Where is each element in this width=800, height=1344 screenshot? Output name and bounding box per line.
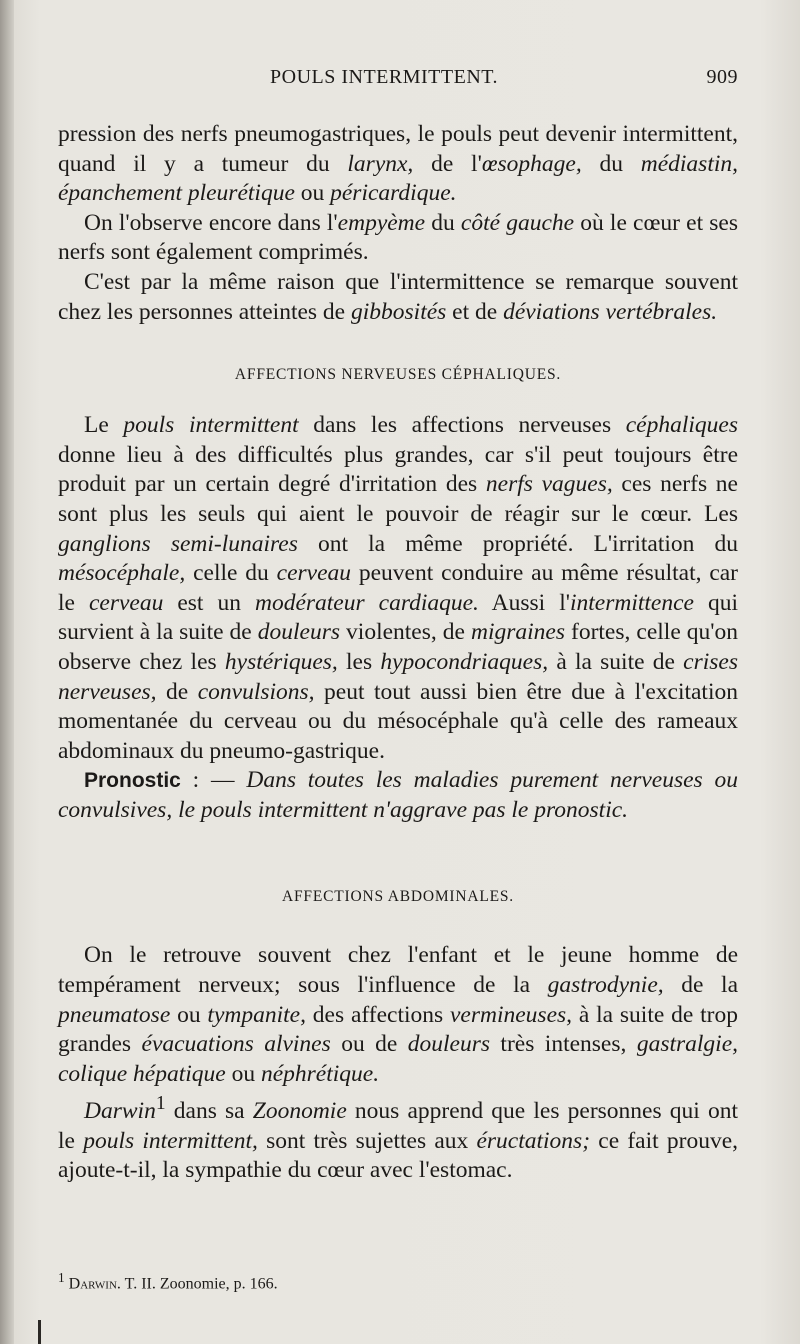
- text-run: nous apprend que les personnes qui ont le: [58, 1098, 738, 1154]
- paragraph-pneumogastric: [58, 120, 738, 209]
- text-run: dans les affections nerveuses: [298, 412, 626, 439]
- italic-term: médiastin, épanchement pleurétique: [58, 150, 739, 207]
- text-run: celle du: [185, 560, 277, 587]
- text-run: Aussi l': [478, 589, 570, 616]
- text-run: de l': [413, 150, 482, 177]
- text-run: très intenses,: [490, 1031, 637, 1058]
- text-run: sont très sujettes aux: [257, 1127, 477, 1154]
- italic-term: douleurs: [407, 1031, 490, 1058]
- italic-term: intermittence: [569, 589, 694, 616]
- italic-term: déviations vertébrales.: [503, 298, 718, 325]
- footnote-mark: 1: [58, 1270, 65, 1285]
- italic-term: hypocondriaques,: [380, 648, 549, 675]
- italic-term: tympanite,: [207, 1001, 306, 1028]
- running-head: [58, 66, 738, 92]
- italic-term: gastrodynie,: [547, 972, 664, 999]
- binding-shadow: [0, 0, 14, 1344]
- text-run: ou: [294, 180, 331, 207]
- paragraph-cephaliques: [58, 411, 738, 766]
- italic-term: pouls intermittent: [123, 412, 299, 439]
- text-run: On l'observe encore dans l': [84, 209, 338, 236]
- text-run: à la suite de trop grandes: [58, 1001, 738, 1058]
- paragraph-pronostic: [58, 766, 738, 825]
- text-run: qui survient à la suite de: [58, 589, 738, 646]
- italic-term: mésocéphale,: [58, 560, 186, 587]
- text-run: On le retrouve souvent chez l'enfant et le jeune homme de tempérament nerveux; sous l'influence de la: [58, 942, 738, 999]
- text-run: peut tout aussi bien être due à l'excitation momentanée du cerveau ou du mésocéphale qu'à celle des rameaux abdominaux du pneumo-gastrique.: [58, 678, 738, 764]
- text-run: ou: [170, 1001, 208, 1028]
- text-run: ou de: [330, 1031, 408, 1058]
- text-run: les: [337, 648, 381, 675]
- italic-term: convulsions,: [197, 678, 315, 705]
- footnote: [58, 1268, 738, 1294]
- text-run: donne lieu à des difficultés plus grandes, car s'il peut toujours être produit par un certain degré d'irritation des: [58, 441, 738, 498]
- text-run: dans sa: [165, 1098, 253, 1125]
- text-run: peuvent conduire au même résultat, car le: [58, 560, 739, 616]
- paragraph-darwin: [58, 1089, 738, 1186]
- text-run: ont la même propriété. L'irritation du: [297, 530, 739, 557]
- paragraph-abdominales: [58, 941, 738, 1089]
- text-run: fortes, celle qu'on observe chez les: [58, 619, 739, 675]
- italic-term: céphaliques: [625, 412, 738, 439]
- section-heading-abdominales: AFFECTIONS ABDOMINALES.: [282, 888, 514, 906]
- text-run: pression des nerfs pneumogastriques, le pouls peut devenir intermittent, quand il y a tumeur du: [58, 121, 738, 177]
- italic-term: gibbosités: [350, 298, 447, 325]
- text-run: où le cœur et ses nerfs sont également comprimés.: [58, 209, 739, 266]
- italic-term: cerveau: [88, 589, 164, 616]
- text-run: ce fait prouve, ajoute-t-il, la sympathie du cœur avec l'estomac.: [58, 1127, 738, 1184]
- pronostic-text: Dans toutes les maladies purement nerveuses ou convulsives, le pouls intermittent n'aggrave pas le pronostic.: [58, 767, 738, 823]
- italic-term: gastralgie, colique hépatique: [58, 1031, 738, 1087]
- italic-term: larynx,: [347, 150, 414, 177]
- italic-term: néphrétique.: [260, 1060, 380, 1087]
- paragraph-empyeme: [58, 209, 738, 268]
- italic-term: pouls intermittent,: [83, 1127, 258, 1154]
- page-number: 909: [706, 66, 738, 88]
- italic-term: douleurs: [257, 619, 341, 646]
- italic-term: vermineuses,: [450, 1001, 573, 1028]
- text-run: des affections: [305, 1001, 450, 1028]
- text-run: et de: [446, 298, 504, 325]
- italic-term: modérateur cardiaque.: [254, 589, 479, 616]
- footnote-reference[interactable]: 1: [155, 1093, 166, 1115]
- italic-term: pneumatose: [58, 1001, 171, 1028]
- italic-term: Darwin: [84, 1098, 156, 1125]
- text-run: ces nerfs ne sont plus les seuls qui aient le pouvoir de réagir sur le cœur. Les: [58, 471, 738, 527]
- italic-term: côté gauche: [460, 209, 575, 236]
- text-run: du: [425, 209, 461, 236]
- text-run: de: [156, 678, 198, 705]
- body-text: [58, 120, 738, 1186]
- italic-term: nerfs vagues,: [485, 471, 613, 498]
- italic-term: péricardique.: [330, 180, 457, 207]
- text-run: de la: [663, 972, 739, 999]
- italic-term: migraines: [470, 619, 565, 646]
- italic-term: crises nerveuses,: [58, 648, 738, 705]
- paragraph-gibbosites: [58, 268, 738, 327]
- text-run: Le: [84, 412, 124, 439]
- running-title: POULS INTERMITTENT.: [270, 66, 498, 88]
- text-run: violentes, de: [340, 619, 471, 646]
- text-run: du: [581, 150, 641, 177]
- italic-term: œsophage,: [481, 150, 582, 177]
- section-heading-cephaliques: AFFECTIONS NERVEUSES CÉPHALIQUES.: [234, 366, 562, 384]
- italic-term: ganglions semi-lunaires: [58, 530, 298, 557]
- italic-term: évacuations alvines: [141, 1031, 331, 1058]
- italic-term: cerveau: [276, 560, 352, 587]
- italic-term: éructations;: [476, 1127, 591, 1154]
- italic-term: empyème: [337, 209, 426, 236]
- print-mark: [38, 1320, 41, 1344]
- text-run: est un: [163, 589, 255, 616]
- pronostic-label: Pronostic: [84, 769, 181, 793]
- text-run: à la suite de: [548, 648, 684, 675]
- footnote-author: Darwin: [68, 1275, 117, 1293]
- text-run: : —: [180, 767, 247, 794]
- italic-term: hystériques,: [224, 648, 338, 675]
- text-run: C'est par la même raison que l'intermittence se remarque souvent chez les personnes atteintes de: [58, 268, 738, 325]
- footnote-text: . T. II. Zoonomie, p. 166.: [116, 1275, 278, 1293]
- italic-term: Zoonomie: [252, 1098, 347, 1125]
- text-run: ou: [225, 1060, 261, 1087]
